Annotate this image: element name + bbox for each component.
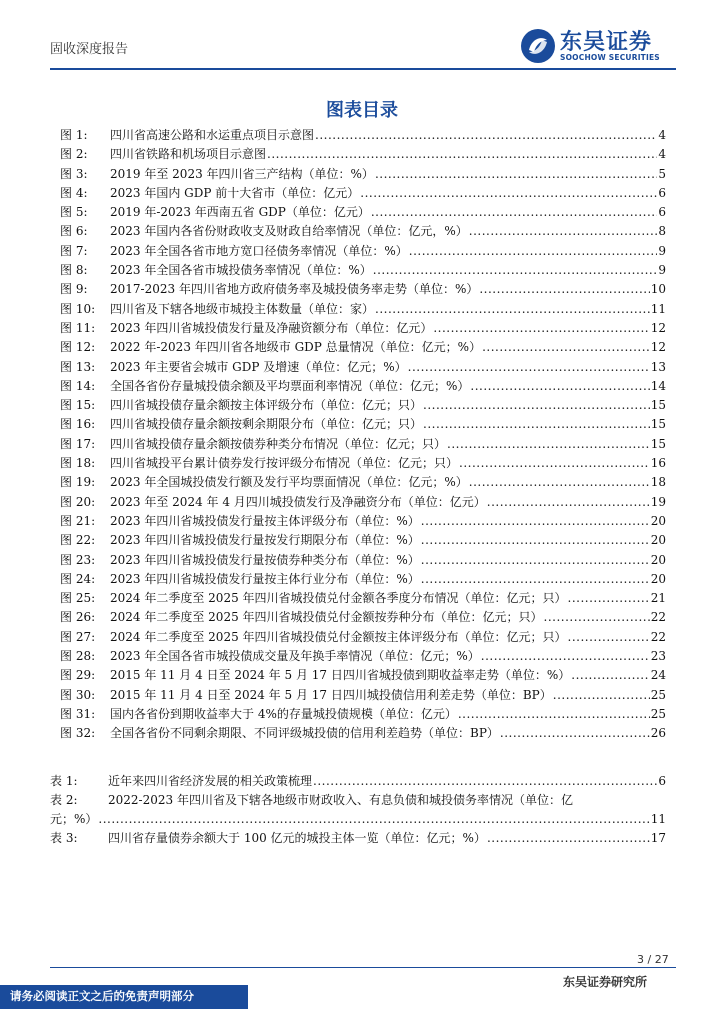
leader-dots [568, 628, 650, 647]
leader-dots [469, 473, 650, 492]
leader-dots [469, 222, 658, 241]
toc-entry-page: 16 [650, 456, 666, 471]
toc-entry-label: 图 19: [60, 475, 96, 490]
toc-entry-page: 9 [658, 263, 666, 278]
toc-entry-figure-14[interactable] [60, 377, 666, 396]
leader-dots [481, 647, 650, 666]
toc-entry-title-continued: 元；%） [50, 812, 98, 826]
toc-entry-label: 图 11: [60, 320, 96, 335]
toc-entry-title: 全国各省份存量城投债余额及平均票面利率情况（单位：亿元；%） [110, 378, 470, 393]
toc-entry-label: 图 9: [60, 282, 88, 297]
brand-name-en: SOOCHOW SECURITIES [560, 53, 660, 62]
toc-entry-title: 2023 年主要省会城市 GDP 及增速（单位：亿元；%） [110, 359, 407, 374]
leader-dots [500, 724, 650, 743]
toc-entry-title: 近年来四川省经济发展的相关政策梳理 [108, 774, 313, 788]
leader-dots [371, 203, 658, 222]
toc-entry-label: 图 24: [60, 571, 96, 586]
toc-entry-label: 图 8: [60, 263, 88, 278]
toc-entry-label: 图 7: [60, 243, 88, 258]
leader-dots [433, 319, 649, 338]
toc-entry-label: 图 27: [60, 629, 96, 644]
toc-entry-label: 图 21: [60, 513, 96, 528]
leader-dots [421, 531, 650, 550]
toc-entry-title: 四川省城投债存量余额按债券种类分布情况（单位：亿元；只） [110, 436, 447, 451]
leader-dots [421, 570, 650, 589]
toc-entry-page: 6 [658, 185, 666, 200]
leader-dots [544, 608, 650, 627]
toc-entry-title: 2023 年四川省城投债发行量按发行期限分布（单位：%） [110, 533, 420, 548]
toc-entry-figure-7[interactable] [60, 242, 666, 261]
toc-entry-page: 6 [658, 205, 666, 220]
toc-entry-figure-6[interactable] [60, 222, 666, 241]
toc-entry-figure-10[interactable] [60, 300, 666, 319]
toc-entry-label: 图 28: [60, 649, 96, 664]
toc-entry-table-3[interactable] [50, 829, 666, 848]
firm-institute: 东吴证券研究所 [563, 975, 648, 989]
toc-entry-figure-21[interactable] [60, 512, 666, 531]
toc-entry-figure-31[interactable] [60, 705, 666, 724]
leader-dots [487, 829, 650, 848]
leader-dots [423, 415, 650, 434]
toc-entry-page: 20 [650, 552, 666, 567]
leader-dots [459, 454, 650, 473]
toc-entry-page: 14 [650, 378, 666, 393]
table-list [50, 772, 666, 848]
toc-entry-label: 图 6: [60, 224, 88, 239]
toc-entry-page: 25 [650, 687, 666, 702]
toc-entry-title: 2019 年-2023 年西南五省 GDP（单位：亿元） [110, 205, 370, 220]
toc-entry-title: 2017-2023 年四川省地方政府债务率及城投债务率走势（单位：%） [110, 282, 479, 297]
toc-entry-figure-17[interactable] [60, 435, 666, 454]
toc-entry-figure-32[interactable] [60, 724, 666, 743]
leader-dots [470, 377, 649, 396]
leader-dots [423, 396, 650, 415]
leader-dots [315, 126, 657, 145]
leader-dots [373, 261, 658, 280]
toc-entry-label: 图 16: [60, 417, 96, 432]
toc-entry-page: 25 [650, 706, 666, 721]
toc-entry-page: 18 [650, 475, 666, 490]
toc-entry-label: 表 3: [50, 831, 78, 845]
toc-entry-label: 图 32: [60, 726, 96, 741]
toc-entry-label: 图 25: [60, 591, 96, 606]
toc-entry-title: 全国各省份不同剩余期限、不同评级城投债的信用利差趋势（单位：BP） [110, 726, 499, 741]
toc-entry-page: 8 [658, 224, 666, 239]
leader-dots [447, 435, 650, 454]
toc-entry-title: 四川省及下辖各地级市城投主体数量（单位：家） [110, 301, 375, 316]
leader-dots [487, 493, 650, 512]
leader-dots [568, 589, 650, 608]
toc-entry-figure-25[interactable] [60, 589, 666, 608]
toc-entry-page: 22 [650, 610, 666, 625]
toc-entry-page: 4 [658, 128, 666, 142]
toc-entry-label: 图 4: [60, 185, 88, 200]
toc-entry-label: 图 5: [60, 205, 88, 220]
toc-entry-title: 2023 年全国各省市城投债务率情况（单位：%） [110, 263, 372, 278]
toc-entry-page: 11 [650, 812, 666, 826]
toc-entry-page: 15 [650, 436, 666, 451]
toc-entry-figure-16[interactable] [60, 415, 666, 434]
toc-entry-page: 4 [658, 147, 666, 162]
toc-entry-figure-11[interactable] [60, 319, 666, 338]
toc-entry-title: 2024 年二季度至 2025 年四川省城投债兑付金额按券种分布（单位：亿元；只） [110, 610, 543, 625]
toc-entry-figure-18[interactable] [60, 454, 666, 473]
toc-entry-page: 13 [650, 359, 666, 374]
toc-entry-label: 图 1: [60, 128, 88, 142]
toc-entry-figure-29[interactable] [60, 666, 666, 685]
page-indicator: 3 / 27 [637, 953, 669, 966]
toc-entry-title: 2019 年至 2023 年四川省三产结构（单位：%） [110, 166, 374, 181]
toc-entry-title: 2015 年 11 月 4 日至 2024 年 5 月 17 日四川省城投债到期收益率走势（单位：%） [110, 668, 571, 683]
leader-dots [421, 551, 650, 570]
toc-entry-page: 20 [650, 571, 666, 586]
leader-dots [375, 300, 650, 319]
toc-entry-label: 图 10: [60, 301, 96, 316]
toc-entry-figure-3[interactable] [60, 165, 666, 184]
toc-entry-title: 2022-2023 年四川省及下辖各地级市财政收入、有息负债和城投债务率情况（单位：亿 [108, 793, 573, 807]
toc-entry-figure-20[interactable] [60, 493, 666, 512]
toc-entry-figure-27[interactable] [60, 628, 666, 647]
toc-entry-title: 2023 年全国城投债发行额及发行平均票面情况（单位：亿元；%） [110, 475, 468, 490]
toc-entry-title: 2023 年四川省城投债发行量按主体评级分布（单位：%） [110, 513, 420, 528]
toc-entry-figure-5[interactable] [60, 203, 666, 222]
toc-entry-page: 26 [650, 726, 666, 741]
toc-entry-page: 9 [658, 243, 666, 258]
toc-entry-title: 2023 年四川省城投债发行量按主体行业分布（单位：%） [110, 571, 420, 586]
toc-entry-label: 图 30: [60, 687, 96, 702]
toc-entry-figure-30[interactable] [60, 686, 666, 705]
toc-entry-label: 图 12: [60, 340, 96, 355]
toc-entry-label: 图 22: [60, 533, 96, 548]
toc-entry-label: 图 3: [60, 166, 88, 181]
toc-entry-label: 图 20: [60, 494, 96, 509]
leader-dots [479, 280, 649, 299]
toc-entry-title: 2024 年二季度至 2025 年四川省城投债兑付金额按主体评级分布（单位：亿元；只） [110, 629, 567, 644]
toc-entry-page: 23 [650, 649, 666, 664]
soochow-logo-icon [520, 28, 556, 64]
toc-entry-page: 20 [650, 513, 666, 528]
toc-entry-label: 图 26: [60, 610, 96, 625]
toc-entry-page: 15 [650, 417, 666, 432]
toc-entry-page: 21 [650, 591, 666, 606]
brand-logo [520, 28, 680, 64]
leader-dots [313, 772, 657, 791]
toc-entry-title: 2023 年国内 GDP 前十大省市（单位：亿元） [110, 185, 360, 200]
toc-entry-figure-12[interactable] [60, 338, 666, 357]
toc-entry-page: 19 [650, 494, 666, 509]
toc-entry-page: 22 [650, 629, 666, 644]
toc-entry-label: 图 13: [60, 359, 96, 374]
toc-entry-title: 2023 年全国各省市地方宽口径债务率情况（单位：%） [110, 243, 408, 258]
toc-entry-title: 2024 年二季度至 2025 年四川省城投债兑付金额各季度分布情况（单位：亿元；只） [110, 591, 567, 606]
leader-dots [421, 512, 650, 531]
toc-entry-table-2[interactable] [50, 791, 666, 829]
leader-dots [482, 338, 650, 357]
toc-entry-figure-28[interactable] [60, 647, 666, 666]
toc-entry-label: 图 29: [60, 668, 96, 683]
toc-entry-figure-22[interactable] [60, 531, 666, 550]
toc-entry-figure-24[interactable] [60, 570, 666, 589]
toc-entry-page: 24 [650, 668, 666, 683]
toc-entry-page: 10 [650, 282, 666, 297]
disclaimer-text: 请务必阅读正文之后的免责声明部分 [10, 989, 194, 1003]
toc-entry-title: 四川省城投债存量余额按剩余期限分布（单位：亿元；只） [110, 417, 423, 432]
toc-entry-table-1[interactable] [50, 772, 666, 791]
toc-entry-page: 5 [658, 166, 666, 181]
toc-entry-page: 12 [650, 320, 666, 335]
toc-entry-figure-26[interactable] [60, 608, 666, 627]
brand-name-cn: 东吴证券 [560, 30, 653, 55]
toc-entry-page: 6 [658, 774, 666, 788]
toc-entry-title: 2022 年-2023 年四川省各地级市 GDP 总量情况（单位：亿元；%） [110, 340, 482, 355]
toc-entry-title: 2023 年国内各省份财政收支及财政自给率情况（单位：亿元，%） [110, 224, 468, 239]
toc-entry-figure-1[interactable] [60, 126, 666, 145]
toc-entry-figure-15[interactable] [60, 396, 666, 415]
leader-dots [267, 145, 657, 164]
toc-entry-title: 2023 年全国各省市城投债成交量及年换手率情况（单位：亿元；%） [110, 649, 480, 664]
toc-entry-label: 表 2: [50, 793, 78, 807]
toc-entry-title: 四川省城投债存量余额按主体评级分布（单位：亿元；只） [110, 398, 423, 413]
toc-entry-title: 国内各省份到期收益率大于 4%的存量城投债规模（单位：亿元） [110, 706, 457, 721]
toc-entry-figure-19[interactable] [60, 473, 666, 492]
toc-entry-page: 15 [650, 398, 666, 413]
toc-entry-title: 2023 年四川省城投债发行量及净融资额分布（单位：亿元） [110, 320, 433, 335]
disclaimer-banner [0, 985, 248, 1009]
toc-entry-title: 2015 年 11 月 4 日至 2024 年 5 月 17 日四川城投债信用利差走势（单位：BP） [110, 687, 552, 702]
toc-title: 图表目录 [326, 100, 398, 121]
leader-dots [571, 666, 649, 685]
toc-entry-figure-23[interactable] [60, 551, 666, 570]
report-type-label: 固收深度报告 [50, 42, 129, 57]
leader-dots [409, 242, 658, 261]
figure-list [60, 126, 666, 744]
leader-dots [360, 184, 657, 203]
toc-entry-title: 四川省铁路和机场项目示意图 [110, 147, 267, 162]
toc-entry-label: 图 15: [60, 398, 96, 413]
toc-entry-title: 四川省存量债券余额大于 100 亿元的城投主体一览（单位：亿元；%） [108, 831, 486, 845]
toc-entry-figure-4[interactable] [60, 184, 666, 203]
toc-entry-label: 图 17: [60, 436, 96, 451]
footer-divider [50, 967, 676, 968]
toc-entry-page: 12 [650, 340, 666, 355]
toc-entry-label: 图 18: [60, 456, 96, 471]
toc-entry-label: 图 14: [60, 378, 96, 393]
toc-entry-label: 图 2: [60, 147, 88, 162]
leader-dots [375, 165, 657, 184]
toc-entry-label: 图 23: [60, 552, 96, 567]
leader-dots [553, 686, 650, 705]
toc-entry-title: 2023 年四川省城投债发行量按债券种类分布（单位：%） [110, 552, 420, 567]
leader-dots [98, 810, 649, 829]
toc-entry-page: 20 [650, 533, 666, 548]
toc-entry-label: 图 31: [60, 706, 96, 721]
leader-dots [458, 705, 650, 724]
toc-entry-figure-9[interactable] [60, 280, 666, 299]
toc-entry-page: 17 [650, 831, 666, 845]
toc-entry-figure-8[interactable] [60, 261, 666, 280]
toc-entry-title: 2023 年至 2024 年 4 月四川城投债发行及净融资分布（单位：亿元） [110, 494, 486, 509]
leader-dots [408, 358, 650, 377]
header-divider [50, 68, 676, 70]
toc-entry-title: 四川省高速公路和水运重点项目示意图 [110, 128, 315, 142]
toc-entry-figure-2[interactable] [60, 145, 666, 164]
toc-entry-title: 四川省城投平台累计债券发行按评级分布情况（单位：亿元；只） [110, 456, 459, 471]
toc-entry-label: 表 1: [50, 774, 78, 788]
toc-entry-page: 11 [650, 301, 666, 316]
toc-entry-figure-13[interactable] [60, 358, 666, 377]
